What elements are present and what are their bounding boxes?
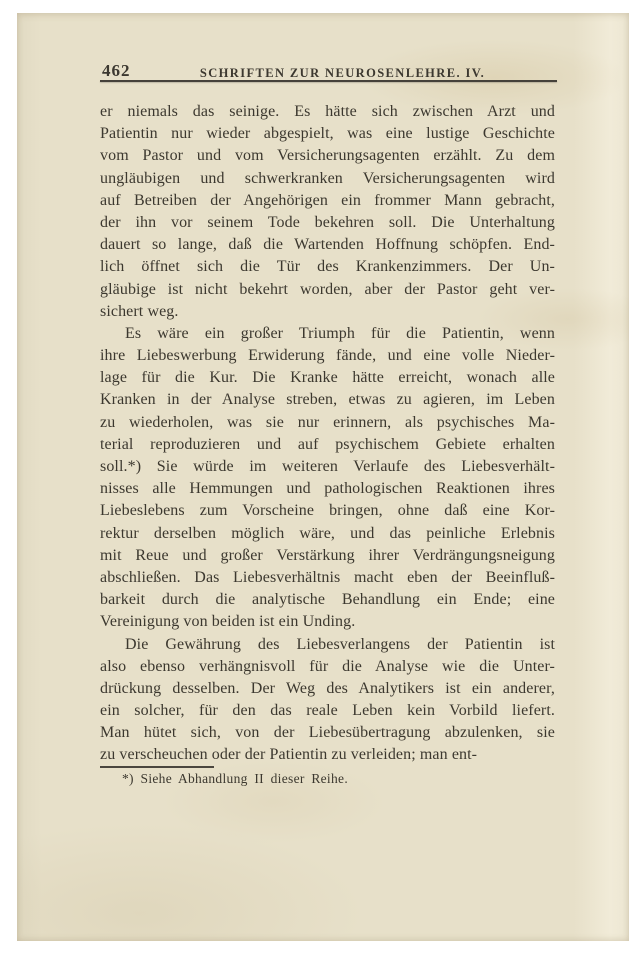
text-line: sichert weg. bbox=[100, 302, 179, 320]
header-rule bbox=[100, 80, 557, 82]
text-line: Es wäre ein großer Triumph für die Patientin, wenn bbox=[125, 324, 555, 342]
text-line: drückung desselben. Der Weg des Analytikers ist ein anderer, bbox=[100, 679, 555, 697]
text-line: zu verscheuchen oder der Patientin zu verleiden; man ent- bbox=[100, 746, 478, 764]
footnote-rule bbox=[100, 766, 214, 768]
text-line: ein solcher, für den das reale Leben kein Vorbild liefert. bbox=[100, 702, 555, 720]
text-line: abschließen. Das Liebesverhältnis macht eben der Beeinfluß- bbox=[100, 568, 555, 586]
text-line: terial reproduzieren und auf psychischem Gebiete erhalten bbox=[100, 435, 555, 453]
text-line: soll.*) Sie würde im weiteren Verlaufe des Liebesverhält- bbox=[100, 458, 555, 475]
page-number: 462 bbox=[102, 61, 131, 80]
body-text bbox=[100, 101, 555, 767]
text-line: der ihn vor seinem Tode bekehren soll. Die Unterhaltung bbox=[100, 213, 555, 231]
text-line: nisses alle Hemmungen und pathologischen Reaktionen ihres bbox=[100, 480, 555, 498]
text-line: zu wiederholen, was sie nur erinnern, als psychisches Ma- bbox=[100, 413, 555, 431]
text-line: Kranken in der Analyse streben, etwas zu agieren, im Leben bbox=[100, 391, 555, 409]
scanned-book-page bbox=[17, 13, 629, 941]
text-line: Die Gewährung des Liebesverlangens der Patientin ist bbox=[125, 635, 555, 653]
text-line: Liebeslebens zum Vorscheine bringen, ohne daß eine Kor- bbox=[100, 502, 555, 520]
text-line: Patientin nur wieder abgespielt, was eine lustige Geschichte bbox=[100, 125, 555, 143]
text-line: er niemals das seinige. Es hätte sich zwischen Arzt und bbox=[100, 103, 555, 120]
text-line: barkeit durch die analytische Behandlung ein Ende; eine bbox=[100, 591, 555, 609]
text-line: dauert so lange, daß die Wartenden Hoffnung schöpfen. End- bbox=[100, 236, 555, 254]
text-line: auf Betreiben der Angehörigen ein frommer Mann gebracht, bbox=[100, 191, 555, 209]
text-line: lich öffnet sich die Tür des Krankenzimmers. Der Un- bbox=[100, 258, 555, 276]
footnote: *) Siehe Abhandlung II dieser Reihe. bbox=[122, 771, 348, 786]
text-line: lage für die Kur. Die Kranke hätte erreicht, wonach alle bbox=[100, 369, 555, 387]
text-line: ihre Liebeswerbung Erwiderung fände, und eine volle Nieder- bbox=[100, 347, 555, 365]
text-line: Man hütet sich, von der Liebesübertragung abzulenken, sie bbox=[100, 724, 555, 742]
text-line: Vereinigung von beiden ist ein Unding. bbox=[100, 613, 356, 631]
running-title: SCHRIFTEN ZUR NEUROSENLEHRE. IV. bbox=[199, 66, 486, 80]
text-line: mit Reue und großer Verstärkung ihrer Verdrängungsneigung bbox=[100, 546, 555, 564]
text-line: gläubige ist nicht bekehrt worden, aber der Pastor geht ver- bbox=[100, 280, 555, 298]
text-line: ungläubigen und schwerkranken Versicherungsagenten wird bbox=[100, 169, 555, 187]
text-line: vom Pastor und vom Versicherungsagenten erzählt. Zu dem bbox=[100, 147, 555, 165]
text-line: rektur derselben möglich wäre, und das peinliche Erlebnis bbox=[100, 524, 555, 542]
text-line: also ebenso verhängnisvoll für die Analyse wie die Unter- bbox=[100, 657, 555, 675]
